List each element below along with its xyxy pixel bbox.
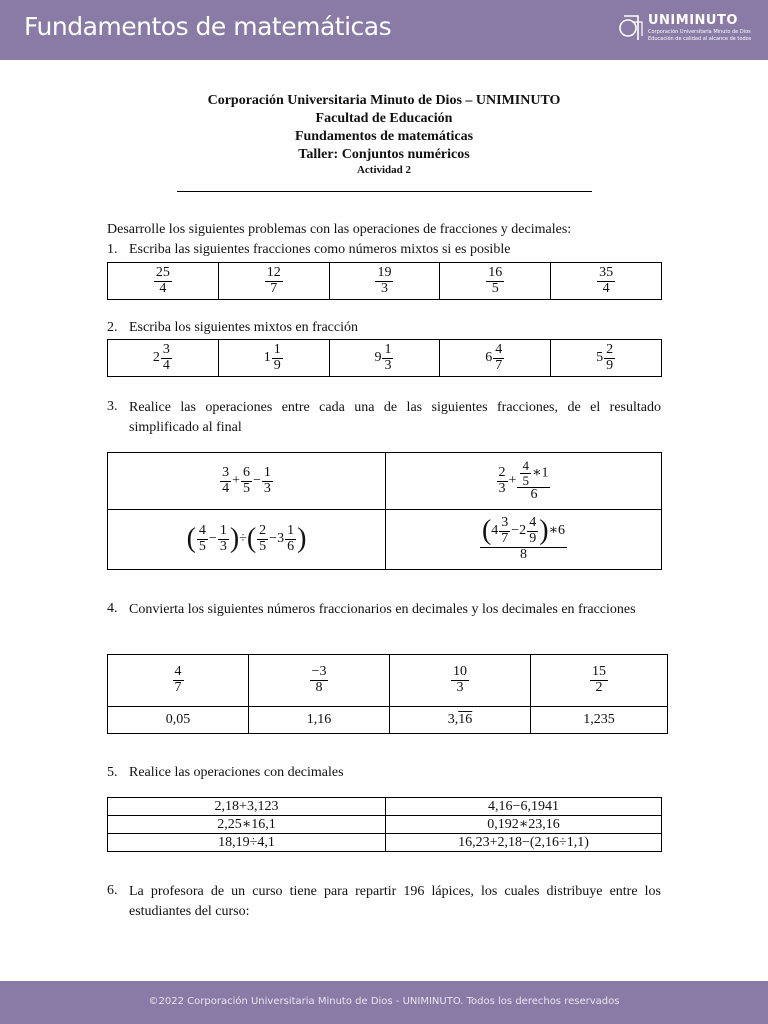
q4-decimal-cell: 1,235: [531, 707, 668, 734]
q3-text: Realice las operaciones entre cada una de las siguientes fracciones, de el resultado simplificado al final: [129, 400, 661, 435]
q3-number: 3.: [107, 399, 118, 414]
q5-cell: 18,19÷4,1: [108, 834, 386, 852]
fraction: $\frac{1}{3}$: [219, 523, 227, 554]
q2-cell: 6 $\frac{4}{7}$: [440, 340, 551, 377]
fraction: $\frac{4}{5}$: [198, 523, 206, 554]
fraction: $\frac{2}{5}$: [259, 523, 267, 554]
logo-name: UNIMINUTO: [648, 13, 738, 28]
q3-expression-4: [386, 510, 662, 570]
q1-cell: [440, 263, 551, 300]
fraction: $\frac{2}{3}$: [498, 464, 506, 496]
q2-cell: 2 $\frac{3}{4}$: [108, 340, 219, 377]
q5-table: [107, 797, 662, 852]
fraction: $\frac{6}{5}$: [243, 464, 250, 496]
q4-fraction-cell: [390, 655, 531, 707]
q4-decimal-cell: 0,05: [108, 707, 249, 734]
q4-table: [107, 654, 668, 734]
fraction: $\frac{4}{5}$: [522, 458, 529, 488]
doc-title-faculty: Facultad de Educación: [315, 111, 453, 126]
q5-number: 5.: [107, 765, 118, 780]
q4-fraction-cell: [249, 655, 390, 707]
q5-cell: 2,25∗16,1: [108, 816, 386, 834]
q4-fraction-cell: [108, 655, 249, 707]
footer-band: [0, 981, 768, 1024]
q2-cell: 9 $\frac{1}{3}$: [329, 340, 440, 377]
fraction: $\frac{4}{9}$: [529, 515, 537, 547]
q4-number: 4.: [107, 601, 118, 616]
q2-cell: 1 $\frac{1}{9}$: [218, 340, 329, 377]
fraction: $\frac{25}{4}$: [155, 264, 170, 296]
compound-fraction: $\frac{4}{5}$ ∗1 6: [517, 459, 550, 503]
uniminuto-logo-icon: [618, 12, 646, 44]
right-paren: ): [229, 523, 240, 555]
q5-cell: 2,18+3,123: [108, 798, 386, 816]
uniminuto-logo: [618, 10, 758, 46]
left-paren: (: [246, 523, 257, 555]
q2-table: [107, 339, 662, 377]
fraction: $\frac{1}{3}$: [384, 341, 392, 373]
q4-text: Convierta los siguientes números fraccionarios en decimales y los decimales en fracciones: [129, 602, 636, 617]
fraction: $\frac{12}{7}$: [266, 264, 281, 296]
q1-number: 1.: [107, 242, 118, 257]
left-paren: (: [481, 515, 492, 547]
q5-text: Realice las operaciones con decimales: [129, 765, 344, 780]
q5-cell: 0,192∗23,16: [386, 816, 662, 834]
doc-title-workshop: Taller: Conjuntos numéricos: [298, 147, 470, 162]
q1-text: Escriba las siguientes fracciones como números mixtos si es posible: [129, 242, 511, 257]
header-band: [0, 0, 768, 60]
fraction: $\frac{-3}{8}$: [311, 664, 327, 695]
q1-cell: [108, 263, 219, 300]
left-paren: (: [186, 523, 196, 555]
q4-decimal-cell: 1,16: [249, 707, 390, 734]
doc-title-institution: Corporación Universitaria Minuto de Dios – UNIMINUTO: [207, 93, 561, 108]
q6-number: 6.: [107, 883, 118, 898]
q5-cell: 4,16−6,1941: [386, 798, 662, 816]
fraction: $\frac{16}{5}$: [488, 264, 503, 296]
fraction: $\frac{3}{4}$: [162, 341, 170, 373]
q3-expression-3: ( $\frac{4}{5}$ − $\frac{1}{3}$ )÷( $\frac{2}{5}$ −3 $\frac{1}{6}$ ): [108, 510, 386, 570]
q1-table: [107, 262, 662, 300]
right-paren: ): [539, 515, 549, 547]
q6-text: La profesora de un curso tiene para repartir 196 lápices, los cuales distribuye entre los estudiantes del curso:: [129, 884, 661, 919]
logo-tagline: Educación de calidad al alcance de todos: [648, 36, 752, 42]
q1-cell: [218, 263, 329, 300]
q2-number: 2.: [107, 320, 118, 335]
logo-subtitle: Corporación Universitaria Minuto de Dios: [648, 29, 751, 35]
title-divider: [177, 191, 592, 192]
doc-title-course: Fundamentos de matemáticas: [294, 129, 474, 144]
q1-cell: [329, 263, 440, 300]
fraction: $\frac{1}{6}$: [287, 523, 295, 554]
q3-expression-1: $\frac{3}{4}$ + $\frac{6}{5}$ − $\frac{1}{3}$: [108, 453, 386, 510]
compound-fraction: (4 $\frac{3}{7}$ −2 $\frac{4}{9}$ )∗6 8: [481, 515, 566, 562]
fraction: $\frac{4}{7}$: [495, 341, 503, 373]
doc-title-activity: Actividad 2: [356, 164, 412, 176]
q4-decimal-cell: 3,16: [390, 707, 531, 734]
fraction: $\frac{35}{4}$: [599, 264, 614, 296]
copyright-text: ©2022 Corporación Universitaria Minuto de Dios - UNIMINUTO. Todos los derechos reservados: [148, 996, 620, 1007]
fraction: $\frac{2}{9}$: [606, 341, 614, 373]
fraction: $\frac{1}{9}$: [273, 341, 281, 373]
intro-text: Desarrolle los siguientes problemas con las operaciones de fracciones y decimales:: [107, 222, 572, 237]
fraction: $\frac{1}{3}$: [263, 464, 271, 496]
q3-table: [107, 452, 662, 570]
course-title: Fundamentos de matemáticas: [24, 12, 392, 41]
fraction: $\frac{4}{7}$: [174, 664, 182, 695]
q2-cell: 5 $\frac{2}{9}$: [551, 340, 662, 377]
repeating-digits: 16: [458, 712, 473, 727]
fraction: $\frac{3}{4}$: [222, 464, 230, 496]
fraction: $\frac{3}{7}$: [501, 515, 509, 547]
q2-text: Escriba los siguientes mixtos en fracción: [129, 320, 358, 335]
fraction: $\frac{15}{2}$: [592, 664, 606, 695]
right-paren: ): [297, 523, 307, 555]
fraction: $\frac{19}{3}$: [377, 264, 392, 296]
q4-fraction-cell: [531, 655, 668, 707]
fraction: $\frac{10}{3}$: [453, 664, 467, 695]
q5-cell: 16,23+2,18−(2,16÷1,1): [386, 834, 662, 852]
q1-cell: [551, 263, 662, 300]
q3-expression-2: $\frac{2}{3}$ + $\frac{4}{5}$ ∗1 6: [386, 453, 662, 510]
